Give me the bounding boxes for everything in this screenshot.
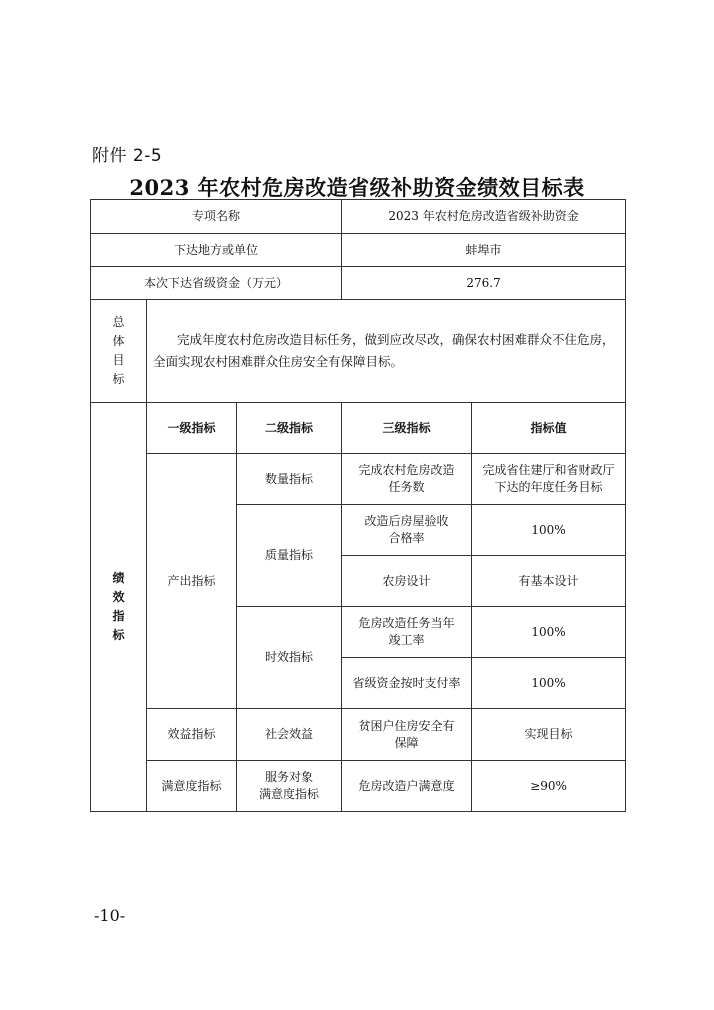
overall-goal-char: 目 — [112, 353, 125, 367]
unit-row — [91, 234, 626, 267]
indicator-value: 100% — [472, 607, 626, 658]
indicator-name: 危房改造户满意度 — [342, 761, 472, 812]
indicator-value: 实现目标 — [472, 709, 626, 761]
level2-service-satisfaction: 服务对象 满意度指标 — [237, 761, 342, 812]
document-title: 2023 年农村危房改造省级补助资金绩效目标表 — [129, 175, 585, 200]
overall-goal-char: 标 — [112, 372, 125, 386]
indicator-value: 有基本设计 — [472, 556, 626, 607]
performance-char: 指 — [112, 609, 125, 623]
indicator-name: 改造后房屋验收 合格率 — [342, 505, 472, 556]
indicator-name: 危房改造任务当年 竣工率 — [342, 607, 472, 658]
level2-quantity: 数量指标 — [237, 454, 342, 505]
indicator-row — [91, 761, 626, 812]
indicator-value: ≥90% — [472, 761, 626, 812]
header-level3: 三级指标 — [342, 403, 472, 454]
indicator-name: 贫困户住房安全有 保障 — [342, 709, 472, 761]
header-value: 指标值 — [472, 403, 626, 454]
funds-value: 276.7 — [342, 267, 626, 300]
project-name-label: 专项名称 — [91, 200, 342, 234]
level2-social: 社会效益 — [237, 709, 342, 761]
indicator-name: 完成农村危房改造 任务数 — [342, 454, 472, 505]
funds-row — [91, 267, 626, 300]
performance-label — [91, 403, 147, 812]
overall-goal-label — [91, 300, 147, 403]
project-name-row — [91, 200, 626, 234]
attachment-label: 附件 2-5 — [92, 146, 163, 166]
unit-label: 下达地方或单位 — [91, 234, 342, 267]
indicator-value: 100% — [472, 658, 626, 709]
header-level2: 二级指标 — [237, 403, 342, 454]
performance-char: 绩 — [112, 571, 125, 585]
overall-goal-row — [91, 300, 626, 403]
performance-target-table — [90, 199, 626, 812]
indicator-value: 100% — [472, 505, 626, 556]
overall-goal-text: 完成年度农村危房改造目标任务，做到应改尽改，确保农村困难群众不住危房，全面实现农村困难群众住房安全有保障目标。 — [147, 300, 626, 403]
unit-value: 蚌埠市 — [342, 234, 626, 267]
indicator-row — [91, 454, 626, 505]
indicator-name: 农房设计 — [342, 556, 472, 607]
performance-char: 标 — [112, 628, 125, 642]
performance-char: 效 — [112, 590, 125, 604]
project-name-value: 2023 年农村危房改造省级补助资金 — [342, 200, 626, 234]
overall-goal-char: 总 — [112, 315, 125, 329]
indicator-value: 完成省住建厅和省财政厅 下达的年度任务目标 — [472, 454, 626, 505]
level1-output: 产出指标 — [147, 454, 237, 709]
funds-label: 本次下达省级资金（万元） — [91, 267, 342, 300]
level1-satisfaction: 满意度指标 — [147, 761, 237, 812]
overall-goal-char: 体 — [112, 334, 125, 348]
header-level1: 一级指标 — [147, 403, 237, 454]
indicator-name: 省级资金按时支付率 — [342, 658, 472, 709]
performance-header-row — [91, 403, 626, 454]
level2-timeliness: 时效指标 — [237, 607, 342, 709]
page-number: -10- — [94, 906, 126, 925]
indicator-row — [91, 709, 626, 761]
level1-benefit: 效益指标 — [147, 709, 237, 761]
level2-quality: 质量指标 — [237, 505, 342, 607]
